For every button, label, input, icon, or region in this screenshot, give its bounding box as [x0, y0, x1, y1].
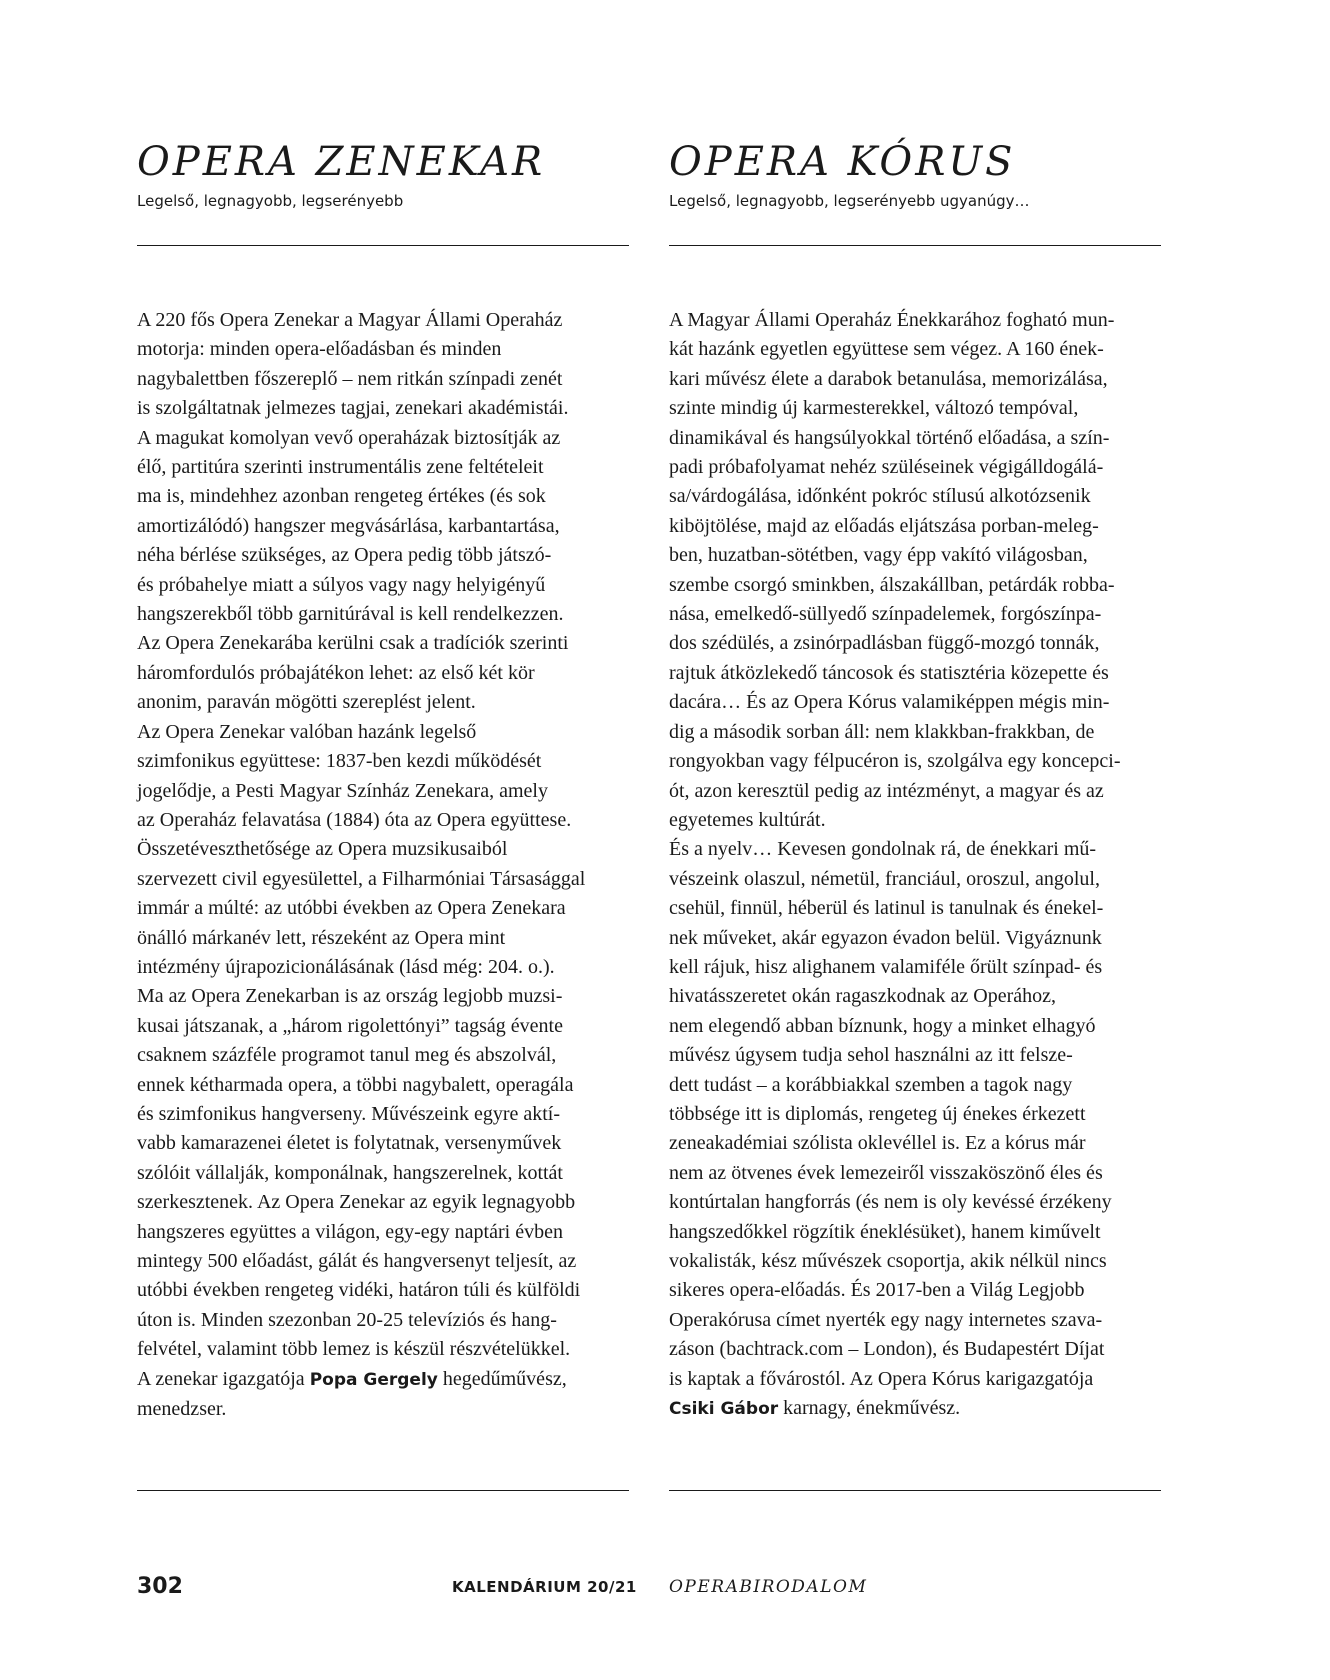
right-body-line: szembe csorgó sminkben, álszakállban, petárdák robba- — [669, 573, 1115, 596]
left-body-line: amortizálódó) hangszer megvásárlása, karbantartása, — [137, 514, 560, 537]
right-body-line: sa/várdogálása, időnként pokróc stílusú alkotózsenik — [669, 485, 1091, 508]
right-body-line: A Magyar Állami Operaház Énekkarához fogható mun- — [669, 309, 1115, 331]
right-body-line: rongyokban vagy félpucéron is, szolgálva egy koncepci- — [669, 750, 1121, 773]
right-body-line: kari művész élete a darabok betanulása, memorizálása, — [669, 367, 1108, 390]
right-body-line: többsége itt is diplomás, rengeteg új énekes érkezett — [669, 1102, 1086, 1125]
left-body-line: intézmény újrapozicionálásának (lásd még: 204. o.). — [137, 955, 555, 978]
right-body-lines — [669, 306, 1161, 1394]
right-body-line: padi próbafolyamat nehéz szüléseinek végigálldogálá- — [669, 456, 1104, 479]
right-body-text — [669, 306, 1161, 1424]
left-body-line: és szimfonikus hangverseny. Művészeink egyre aktí- — [137, 1102, 561, 1125]
right-body-line: Operakórusa címet nyerték egy nagy internetes szava- — [669, 1308, 1103, 1331]
right-body-line: sikeres opera-előadás. És 2017-ben a Világ Legjobb — [669, 1279, 1085, 1302]
left-body-line: az Operaház felavatása (1884) óta az Opera együttese. — [137, 808, 572, 831]
left-title: OPERA ZENEKAR — [137, 139, 546, 185]
right-body-line: hangszedőkkel rögzítik éneklésüket), hanem kiművelt — [669, 1220, 1101, 1243]
right-closing-line — [669, 1394, 1161, 1424]
right-body-line: dacára… És az Opera Kórus valamiképpen mégis min- — [669, 691, 1110, 714]
left-body-line: Az Opera Zenekar valóban hazánk legelső — [137, 720, 477, 743]
right-body-line: záson (bachtrack.com – London), és Budapestért Díjat — [669, 1338, 1105, 1361]
right-body-line: kát hazánk egyetlen együttese sem végez. A 160 ének- — [669, 338, 1104, 361]
right-top-divider — [669, 245, 1161, 246]
left-body-line: ma is, mindehhez azonban rengeteg értékes (és sok — [137, 485, 546, 508]
left-body-line: A magukat komolyan vevő operaházak biztosítják az — [137, 426, 561, 449]
left-body-line: hangszeres együttes a világon, egy-egy naptári évben — [137, 1220, 563, 1243]
left-body-line: felvétel, valamint több lemez is készül részvételükkel. — [137, 1338, 571, 1361]
left-body-line: szimfonikus együttese: 1837-ben kezdi működését — [137, 750, 542, 773]
right-body-line: csehül, finnül, héberül és latinul is tanulnak és énekel- — [669, 897, 1104, 920]
left-body-line: szerkesztenek. Az Opera Zenekar az egyik legnagyobb — [137, 1191, 576, 1214]
right-body-line: zeneakadémiai szólista oklevéllel is. Ez a kórus már — [669, 1132, 1086, 1155]
left-body-line: és próbahelye miatt a súlyos vagy nagy helyigényű — [137, 573, 546, 596]
left-body-line: kusai játszanak, a „három rigolettónyi” tagság évente — [137, 1014, 563, 1037]
left-subtitle: Legelső, legnagyobb, legserényebb — [137, 192, 404, 210]
left-body-line: önálló márkanév lett, részeként az Opera mint — [137, 926, 506, 949]
left-closing-last: menedzser. — [137, 1398, 227, 1421]
right-body-line: művész úgysem tudja sehol használni az itt felsze- — [669, 1044, 1073, 1067]
right-body-line: dig a második sorban áll: nem klakkban-frakkban, de — [669, 720, 1095, 743]
right-body-line: egyetemes kultúrát. — [669, 808, 826, 831]
right-body-line: dos szédülés, a zsinórpadlásban függő-mozgó tonnák, — [669, 632, 1100, 655]
left-body-line: nagybalettben főszereplő – nem ritkán színpadi zenét — [137, 367, 563, 390]
right-body-line: szinte mindig új karmesterekkel, változó tempóval, — [669, 397, 1079, 420]
right-body-line: is kaptak a fővárostól. Az Opera Kórus karigazgatója — [669, 1367, 1094, 1390]
right-body-line: ben, huzatban-sötétben, vagy épp vakító világosban, — [669, 544, 1088, 567]
right-body-line: vokalisták, kész művészek csoportja, akik nélkül nincs — [669, 1250, 1107, 1272]
right-body-line: nek műveket, akár egyazon évadon belül. Vigyáznunk — [669, 926, 1102, 949]
left-closing-prefix: A zenekar igazgatója — [137, 1367, 310, 1390]
left-closing-suffix: hegedűművész, — [437, 1367, 567, 1390]
left-body-line: hangszerekből több garnitúrával is kell rendelkezzen. — [137, 603, 564, 626]
publication-name: KALENDÁRIUM 20/21 — [452, 1578, 637, 1596]
right-bottom-divider — [669, 1490, 1161, 1491]
choir-director-name: Csiki Gábor — [669, 1399, 779, 1420]
section-name: OPERABIRODALOM — [669, 1577, 868, 1597]
orchestra-director-name: Popa Gergely — [309, 1369, 438, 1390]
left-body-line: Összetéveszthetősége az Opera muzsikusaiból — [137, 838, 508, 861]
left-body-line: szervezett civil egyesülettel, a Filharmóniai Társasággal — [137, 867, 586, 890]
left-body-text — [137, 306, 629, 1424]
right-body-line: vészeink olaszul, németül, franciául, oroszul, angolul, — [669, 867, 1100, 890]
right-body-line: rajtuk átközlekedő táncosok és statisztéria közepette és — [669, 661, 1109, 684]
right-body-line: nem elegendő abban bíznunk, hogy a minket elhagyó — [669, 1014, 1096, 1037]
left-body-line: immár a múlté: az utóbbi években az Opera Zenekara — [137, 897, 566, 920]
right-subtitle: Legelső, legnagyobb, legserényebb ugyanúgy… — [669, 192, 1030, 210]
left-body-line: mintegy 500 előadást, gálát és hangversenyt teljesít, az — [137, 1250, 577, 1272]
left-body-line: élő, partitúra szerinti instrumentális zene feltételeit — [137, 456, 544, 479]
left-body-line: motorja: minden opera-előadásban és minden — [137, 338, 502, 361]
left-body-line: anonim, paraván mögötti szereplést jelent. — [137, 691, 476, 714]
right-body-line: dett tudást – a korábbiakkal szemben a tagok nagy — [669, 1073, 1073, 1096]
left-body-line: jogelődje, a Pesti Magyar Színház Zenekara, amely — [137, 779, 548, 802]
left-body-line: háromfordulós próbajátékon lehet: az első két kör — [137, 661, 535, 684]
left-bottom-divider — [137, 1490, 629, 1491]
left-closing-line — [137, 1365, 629, 1395]
left-body-lines — [137, 306, 629, 1365]
left-body-line: ennek kétharmada opera, a többi nagybalett, operagála — [137, 1073, 574, 1096]
right-body-line: nem az ötvenes évek lemezeiről visszaköszönő éles és — [669, 1161, 1103, 1184]
right-body-line: kell rájuk, hisz alighanem valamiféle őrült színpad- és — [669, 955, 1103, 978]
left-body-line: Ma az Opera Zenekarban is az ország legjobb muzsi- — [137, 985, 563, 1008]
right-body-line: ót, azon keresztül pedig az intézményt, a magyar és az — [669, 779, 1104, 802]
right-body-line: nása, emelkedő-süllyedő színpadelemek, forgószínpa- — [669, 603, 1102, 626]
page-number: 302 — [137, 1574, 183, 1599]
left-top-divider — [137, 245, 629, 246]
right-body-line: kontúrtalan hangforrás (és nem is oly kevéssé érzékeny — [669, 1191, 1112, 1214]
right-body-line: kiböjtölése, majd az előadás eljátszása porban-meleg- — [669, 514, 1099, 537]
right-body-line: dinamikával és hangsúlyokkal történő előadása, a szín- — [669, 426, 1110, 449]
left-body-line: szólóit vállalják, komponálnak, hangszerelnek, kottát — [137, 1161, 563, 1184]
left-body-line: A 220 fős Opera Zenekar a Magyar Állami Operaház — [137, 309, 563, 331]
right-body-line: És a nyelv… Kevesen gondolnak rá, de énekkari mű- — [669, 838, 1097, 861]
right-title: OPERA KÓRUS — [669, 139, 1016, 185]
right-closing-suffix: karnagy, énekművész. — [778, 1397, 961, 1420]
left-body-line: Az Opera Zenekarába kerülni csak a tradíciók szerinti — [137, 632, 569, 655]
left-body-line: néha bérlése szükséges, az Opera pedig több játszó- — [137, 544, 552, 567]
left-body-line: csaknem százféle programot tanul meg és abszolvál, — [137, 1044, 557, 1067]
left-body-line: is szolgáltatnak jelmezes tagjai, zenekari akadémistái. — [137, 397, 569, 420]
right-body-line: hivatásszeretet okán ragaszkodnak az Operához, — [669, 985, 1057, 1008]
left-body-line: vabb kamarazenei életet is folytatnak, versenyművek — [137, 1132, 562, 1155]
left-body-line: úton is. Minden szezonban 20-25 televíziós és hang- — [137, 1308, 557, 1331]
left-body-line: utóbbi években rengeteg vidéki, határon túli és külföldi — [137, 1279, 581, 1302]
